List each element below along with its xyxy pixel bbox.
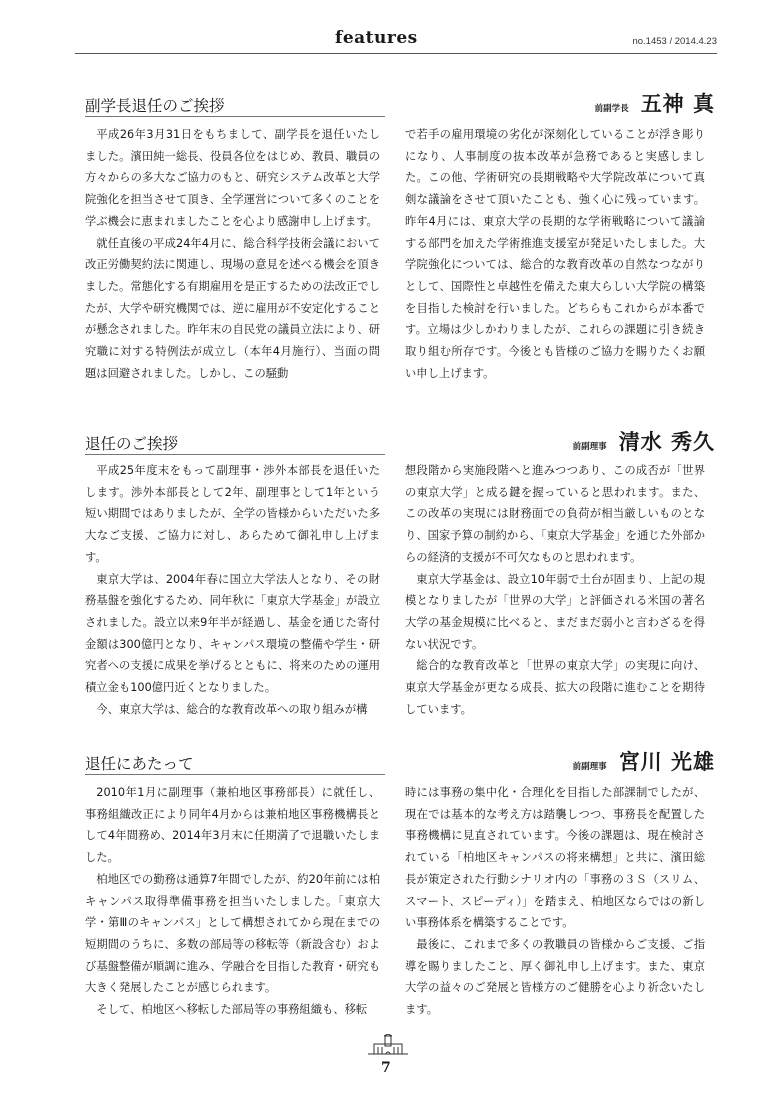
paragraph: そして、柏地区へ移転した部局等の事務組織も、移転 bbox=[96, 1003, 368, 1017]
article-gokami bbox=[85, 94, 715, 384]
article-shimizu bbox=[85, 432, 715, 722]
magazine-section-title: features bbox=[335, 28, 418, 48]
article-column-right bbox=[405, 124, 705, 384]
author-name: 宮川 光雄 bbox=[618, 750, 715, 774]
author bbox=[573, 426, 715, 456]
paragraph: 平成25年度末をもって副理事・渉外本部長を退任いたします。渉外本部長として2年、副理事として1年という短い期間ではありましたが、全学の皆様からいただいた多大なご支援、ご協力に対し、あらためて御礼申し上げます。 bbox=[85, 464, 380, 564]
paragraph: 今、東京大学は、総合的な教育改革への取り組みが構 bbox=[96, 702, 368, 716]
paragraph: 2010年1月に副理事（兼柏地区事務部長）に就任し、事務組織改正により同年4月からは兼柏地区事務機構長として4年間務め、2014年3月末に任期満了で退職いたしました。 bbox=[85, 786, 380, 865]
yasuda-auditorium-icon bbox=[366, 1034, 410, 1060]
issue-number: no.1453 / 2014.4.23 bbox=[632, 36, 717, 47]
title-underline bbox=[85, 774, 385, 775]
paragraph: で若手の雇用環境の劣化が深刻化していることが浮き彫りになり、人事制度の抜本改革が急務であると実感しました。この他、学術研究の長期戦略や大学院改革について真剣な議論をさせて頂いたことも、強く心に残っています。昨年4月には、東京大学の長期的な学術戦略について議論する部門を加えた学術推進支援室が発足いたしました。大学院強化については、総合的な教育改革の自然なつながりとして、国際性と卓越性を備えた東大らしい大学院の構築を目指した検討を行いました。どちらもこれからが本番です。立場は少しかわりましたが、これらの課題に引き続き取り組む所存です。今後とも皆様のご協力を賜りたくお願い申し上げます。 bbox=[405, 128, 705, 380]
paragraph: 就任直後の平成24年4月に、総合科学技術会議において改正労働契約法に関連し、現場の意見を述べる機会を頂きました。常態化する有期雇用を是正するための法改正でしたが、大学や研究機関では、逆に雇用が不安定化することが懸念されました。昨年末の自民党の議員立法により、研究職に対する特例法が成立し（本年4月施行）、当面の問題は回避されました。しかし、この騒動 bbox=[85, 236, 380, 380]
article-title: 退任にあたって bbox=[85, 755, 194, 773]
author-name: 五神 真 bbox=[640, 92, 715, 116]
paragraph: 最後に、これまで多くの教職員の皆様からご支援、ご指導を賜りましたこと、厚く御礼申し上げます。また、東京大学の益々のご発展と皆様方のご健勝を心より祈念いたします。 bbox=[405, 937, 705, 1017]
header-divider bbox=[75, 53, 717, 54]
title-underline bbox=[85, 454, 385, 455]
author bbox=[595, 88, 715, 118]
paragraph: 想段階から実施段階へと進みつつあり、この成否が「世界の東京大学」と成る鍵を握っていると思われます。また、この改革の実現には財務面での負荷が相当厳しいものとなり、国家予算の制約から、「東京大学基金」を通じた外部からの経済的支援が不可欠なものと思われます。 bbox=[405, 464, 705, 564]
author-role: 前副理事 bbox=[572, 762, 607, 772]
author-role: 前副学長 bbox=[594, 104, 629, 114]
paragraph: 平成26年3月31日をもちまして、副学長を退任いたしました。濱田純一総長、役員各位をはじめ、教員、職員の方々からの多大なご協力のもと、研究システム改革と大学院強化を担当させて頂き、全学運営について多くのことを学ぶ機会に恵まれましたことを心より感謝申し上げます。 bbox=[85, 128, 380, 228]
article-column-left bbox=[85, 782, 380, 1021]
paragraph: 柏地区での勤務は通算7年間でしたが、約20年前には柏キャンパス取得準備事務を担当いたしました。「東京大学・第Ⅲのキャンパス」として構想されてから現在までの短期間のうちに、多数の部局等の移転等（新設含む）および基盤整備が順調に進み、学融合を目指した教育・研究も大きく発展したことが感じられます。 bbox=[85, 872, 380, 995]
page-number: 7 bbox=[381, 1060, 391, 1076]
article-column-right bbox=[405, 460, 705, 720]
author-name: 清水 秀久 bbox=[618, 430, 715, 454]
article-column-left bbox=[85, 460, 380, 720]
article-title: 退任のご挨拶 bbox=[85, 435, 179, 453]
article-column-left bbox=[85, 124, 380, 384]
author-role: 前副理事 bbox=[572, 442, 607, 452]
paragraph: 時には事務の集中化・合理化を目指した部課制でしたが、現在では基本的な考え方は踏襲しつつ、事務長を配置した事務機構に見直されています。今後の課題は、現在検討されている「柏地区キャンパスの将来構想」と共に、濱田総長が策定された行動シナリオ内の「事務の３Ｓ（スリム、スマート、スピーディ）」を踏まえ、柏地区ならではの新しい事務体系を構築することです。 bbox=[405, 786, 705, 930]
article-miyakawa bbox=[85, 752, 715, 1027]
paragraph: 東京大学基金は、設立10年弱で土台が固まり、上記の規模となりましたが「世界の大学」と評価される米国の著名大学の基金規模に比べると、まだまだ弱小と言わざるを得ない状況です。 bbox=[405, 572, 705, 651]
article-title: 副学長退任のご挨拶 bbox=[85, 97, 225, 115]
article-column-right bbox=[405, 782, 705, 1021]
paragraph: 総合的な教育改革と「世界の東京大学」の実現に向け、東京大学基金が更なる成長、拡大の段階に進むことを期待しています。 bbox=[405, 659, 705, 716]
title-underline bbox=[85, 116, 385, 117]
paragraph: 東京大学は、2004年春に国立大学法人となり、その財務基盤を強化するため、同年秋に「東京大学基金」が設立されました。設立以来9年半が経過し、基金を通じた寄付金額は300億円となり、キャンパス環境の整備や学生・研究者への支援に成果を挙げるとともに、将来のための運用積立金も100億円近くとなりました。 bbox=[85, 572, 380, 695]
author bbox=[573, 746, 715, 776]
